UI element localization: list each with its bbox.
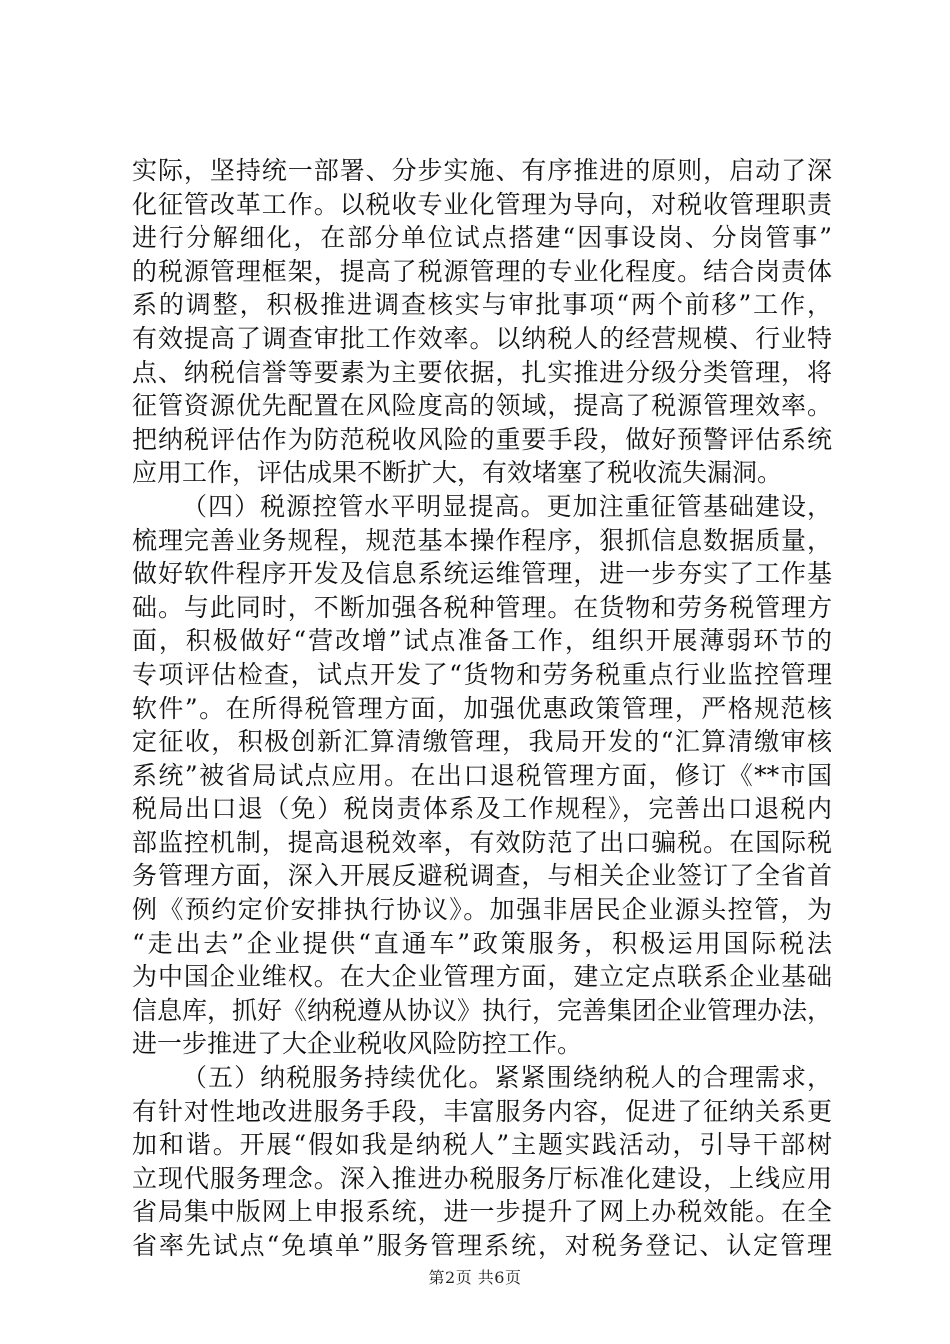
text-line: 例《预约定价安排执行协议》。加强非居民企业源头控管，为 [132,895,832,925]
text-line: 部监控机制，提高退税效率，有效防范了出口骗税。在国际税 [132,827,832,857]
text-line: 应用工作，评估成果不断扩大，有效堵塞了税收流失漏洞。 [132,458,783,488]
text-line: 进行分解细化，在部分单位试点搭建“因事设岗、分岗管事” [132,223,832,253]
text-line: 系的调整，积极推进调查核实与审批事项“两个前移”工作， [132,290,832,320]
text-line: 省率先试点“免填单”服务管理系统，对税务登记、认定管理 [132,1231,832,1260]
text-line: 定征收，积极创新汇算清缴管理，我局开发的“汇算清缴审核 [132,727,832,757]
section-heading-line: （五）纳税服务持续优化。紧紧围绕纳税人的合理需求， [182,1063,832,1093]
text-line: “走出去”企业提供“直通车”政策服务，积极运用国际税法 [132,928,832,958]
text-line: 做好软件程序开发及信息系统运维管理，进一步夯实了工作基 [132,559,832,589]
page-number-footer: 第2页 共6页 [428,1268,522,1287]
body-text [132,154,832,1263]
text-line: 的税源管理框架，提高了税源管理的专业化程度。结合岗责体 [132,256,832,286]
text-line: 信息库，抓好《纳税遵从协议》执行，完善集团企业管理办法， [132,995,833,1025]
text-line: 系统”被省局试点应用。在出口退税管理方面，修订《**市国 [132,760,832,790]
text-line: 面，积极做好“营改增”试点准备工作，组织开展薄弱环节的 [132,626,832,656]
section-heading-line: （四）税源控管水平明显提高。更加注重征管基础建设， [182,491,832,521]
text-line: 务管理方面，深入开展反避税调查，与相关企业签订了全省首 [132,861,832,891]
text-line: 点、纳税信誉等要素为主要依据，扎实推进分级分类管理，将 [132,357,832,387]
text-line: 有效提高了调查审批工作效率。以纳税人的经营规模、行业特 [132,323,832,353]
text-line: 省局集中版网上申报系统，进一步提升了网上办税效能。在全 [132,1197,832,1227]
text-line: 专项评估检查，试点开发了“货物和劳务税重点行业监控管理 [132,659,832,689]
text-line: 化征管改革工作。以税收专业化管理为导向，对税收管理职责 [132,189,832,219]
text-line: 税局出口退（免）税岗责体系及工作规程》，完善出口退税内 [132,794,832,824]
text-line: 为中国企业维权。在大企业管理方面，建立定点联系企业基础 [132,962,832,992]
text-line: 进一步推进了大企业税收风险防控工作。 [132,1029,583,1059]
text-line: 础。与此同时，不断加强各税种管理。在货物和劳务税管理方 [132,592,832,622]
text-line: 梳理完善业务规程，规范基本操作程序，狠抓信息数据质量， [132,525,832,555]
text-line: 把纳税评估作为防范税收风险的重要手段，做好预警评估系统 [132,424,832,454]
text-line: 实际，坚持统一部署、分步实施、有序推进的原则，启动了深 [132,156,832,185]
text-line: 软件”。在所得税管理方面，加强优惠政策管理，严格规范核 [132,693,832,723]
text-line: 有针对性地改进服务手段，丰富服务内容，促进了征纳关系更 [132,1096,832,1126]
text-line: 立现代服务理念。深入推进办税服务厅标准化建设，上线应用 [132,1163,832,1193]
text-line: 加和谐。开展“假如我是纳税人”主题实践活动，引导干部树 [132,1130,832,1160]
text-line: 征管资源优先配置在风险度高的领域，提高了税源管理效率。 [132,391,832,421]
